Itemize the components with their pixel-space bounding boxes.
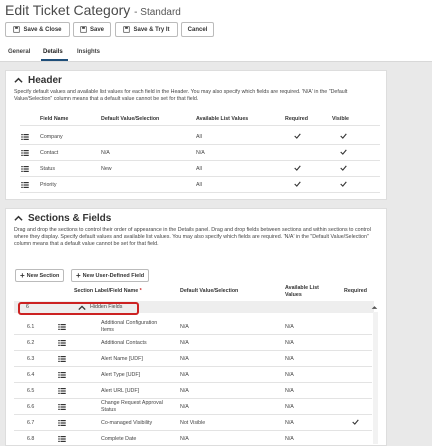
row-divider: [14, 366, 372, 367]
field-name: Company: [40, 134, 63, 140]
col-available-list: Available List Values: [196, 116, 249, 122]
save-icon: [80, 26, 87, 33]
field-number: 6.2: [27, 340, 35, 346]
field-number: 6.3: [27, 356, 35, 362]
field-name: Alert Name [UDF]: [101, 356, 143, 362]
list-values: All: [196, 166, 202, 172]
col-sf-required: Required: [344, 288, 367, 294]
header-section-title: Header: [28, 75, 62, 86]
header-section: [5, 70, 387, 200]
field-number: 6.7: [27, 420, 35, 426]
list-values: N/A: [285, 404, 294, 410]
row-divider: [14, 398, 372, 399]
save-button[interactable]: [73, 22, 111, 37]
field-name: Additional Configuration Items: [101, 320, 158, 333]
chevron-up-icon[interactable]: [14, 214, 23, 223]
default-value: Not Visible: [180, 420, 206, 426]
hidden-fields-highlight: [18, 302, 139, 315]
sections-fields-description: Drag and drop the sections to control their order of appearance in the Details panel. Drag and drop fields between sections and within sections to control where they display. Specify default values and available list values. You may also specify which fields are required. 'N/A' in the "Default Value/Selection" column means that a default value cannot be set for that field.: [14, 227, 371, 247]
tab-general[interactable]: General: [8, 49, 31, 55]
hidden-section-number: 6: [26, 304, 29, 310]
checkmark-icon: [340, 149, 347, 155]
field-number: 6.6: [27, 404, 35, 410]
save-close-button[interactable]: [5, 22, 70, 37]
tab-details[interactable]: Details: [43, 49, 63, 55]
checkmark-icon: [340, 133, 347, 139]
checkmark-icon: [294, 133, 301, 139]
field-name: Status: [40, 166, 56, 172]
new-udf-label: New User-Defined Field: [82, 272, 145, 279]
save-try-button[interactable]: [115, 22, 178, 37]
col-sf-list: Available List Values: [285, 285, 319, 298]
drag-handle-icon[interactable]: [58, 340, 66, 346]
col-default-value: Default Value/Selection: [101, 116, 160, 122]
drag-handle-icon[interactable]: [58, 356, 66, 362]
scroll-up-icon[interactable]: [371, 305, 378, 310]
row-divider: [14, 382, 372, 383]
top-bar: [0, 0, 432, 62]
list-values: All: [196, 182, 202, 188]
default-value: N/A: [180, 356, 189, 362]
sections-fields-title: Sections & Fields: [28, 213, 112, 224]
details-content: [0, 62, 432, 446]
list-values: N/A: [285, 436, 294, 442]
save-icon: [123, 26, 130, 33]
cancel-button[interactable]: [181, 22, 214, 37]
checkmark-icon: [294, 181, 301, 187]
save-close-label: Save & Close: [23, 26, 62, 33]
row-divider: [20, 176, 380, 177]
row-divider: [14, 414, 372, 415]
checkmark-icon: [294, 165, 301, 171]
row-divider: [20, 192, 380, 193]
checkmark-icon: [340, 165, 347, 171]
row-divider: [14, 334, 372, 335]
default-value: N/A: [180, 388, 189, 394]
new-section-label: New Section: [26, 272, 60, 279]
drag-handle-icon[interactable]: [58, 372, 66, 378]
chevron-up-icon[interactable]: [14, 76, 23, 85]
header-section-description: Specify default values and available list values for each field in the Header. You may also specify which fields are required. 'N/A' in the "Default Value/Selection" column means that a default value cannot be set for that field.: [14, 89, 348, 102]
drag-handle-icon[interactable]: [58, 420, 66, 426]
row-divider: [20, 160, 380, 161]
checkmark-icon: [340, 181, 347, 187]
field-name: Alert Type [UDF]: [101, 372, 141, 378]
drag-handle-icon[interactable]: [21, 150, 29, 156]
field-name: Additional Contacts: [101, 340, 147, 346]
plus-icon: +: [76, 271, 81, 280]
list-values: N/A: [285, 324, 294, 330]
row-divider: [14, 350, 372, 351]
col-visible: Visible: [332, 116, 349, 122]
plus-icon: +: [20, 271, 25, 280]
drag-handle-icon[interactable]: [58, 388, 66, 394]
col-sf-default: Default Value/Selection: [180, 288, 239, 294]
default-value: N/A: [180, 404, 189, 410]
drag-handle-icon[interactable]: [58, 324, 66, 330]
drag-handle-icon[interactable]: [21, 166, 29, 172]
row-divider: [20, 144, 380, 145]
list-values: N/A: [285, 420, 294, 426]
field-name: Co-managed Visibility: [101, 420, 153, 426]
field-number: 6.5: [27, 388, 35, 394]
col-section-label-text: Section Label/Field Name: [74, 288, 139, 294]
cancel-label: Cancel: [187, 26, 208, 33]
col-field-name: Field Name: [40, 116, 69, 122]
tab-bar: [0, 44, 432, 62]
field-number: 6.1: [27, 324, 35, 330]
list-values: N/A: [285, 356, 294, 362]
default-value: N/A: [180, 340, 189, 346]
list-values: N/A: [196, 150, 205, 156]
page-subtitle: - Standard: [134, 7, 181, 18]
col-required: Required: [285, 116, 308, 122]
save-icon: [13, 26, 20, 33]
save-try-label: Save & Try It: [133, 26, 170, 33]
page-title: [5, 2, 181, 18]
drag-handle-icon[interactable]: [58, 404, 66, 410]
default-value: N/A: [101, 150, 110, 156]
default-value: N/A: [180, 324, 189, 330]
tab-insights[interactable]: Insights: [77, 49, 101, 55]
default-value: N/A: [180, 436, 189, 442]
col-section-label: [74, 288, 142, 294]
default-value: N/A: [180, 372, 189, 378]
active-tab-indicator: [41, 59, 68, 61]
checkmark-icon: [352, 419, 359, 425]
hidden-section-label: Hidden Fields: [90, 304, 123, 310]
row-divider: [14, 430, 372, 431]
field-name: Complete Date: [101, 436, 137, 442]
save-label: Save: [89, 26, 104, 33]
list-values: N/A: [285, 372, 294, 378]
field-name: Contact: [40, 150, 59, 156]
new-udf-button[interactable]: [71, 269, 149, 282]
field-number: 6.8: [27, 436, 35, 442]
field-name: Alert URL [UDF]: [101, 388, 140, 394]
new-section-button[interactable]: [15, 269, 64, 282]
page-title-text: Edit Ticket Category: [5, 2, 131, 18]
required-mark: *: [139, 288, 142, 294]
drag-handle-icon[interactable]: [21, 134, 29, 140]
list-values: N/A: [285, 388, 294, 394]
drag-handle-icon[interactable]: [21, 182, 29, 188]
list-values: N/A: [285, 340, 294, 346]
field-name: Change Request Approval Status: [101, 400, 163, 413]
header-divider: [20, 125, 380, 126]
default-value: New: [101, 166, 112, 172]
scrollbar-track[interactable]: [373, 312, 378, 444]
field-name: Priority: [40, 182, 57, 188]
drag-handle-icon[interactable]: [58, 436, 66, 442]
field-number: 6.4: [27, 372, 35, 378]
list-values: All: [196, 134, 202, 140]
